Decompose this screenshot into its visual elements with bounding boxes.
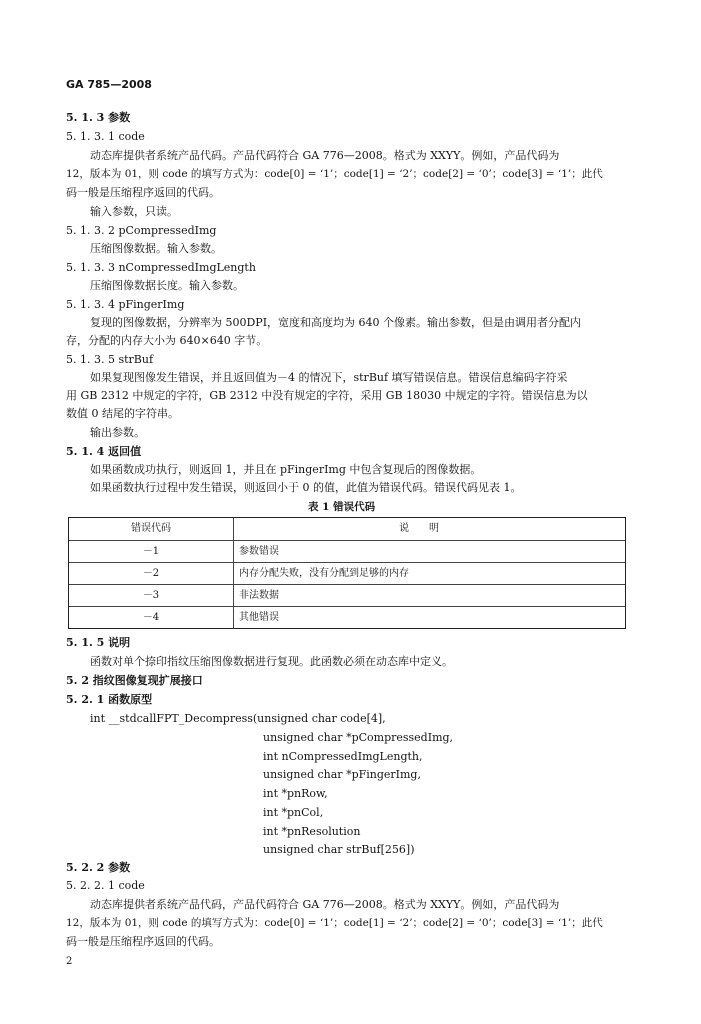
table-cell: －2 bbox=[69, 563, 234, 585]
code-line: int *pnRow, bbox=[263, 787, 328, 800]
heading-5-1-3-5: 5. 1. 3. 5 strBuf bbox=[66, 353, 154, 366]
paragraph-line: 码一般是压缩程序返回的代码。 bbox=[66, 935, 220, 948]
running-header: GA 785—2008 bbox=[66, 78, 152, 91]
paragraph-line: 函数对单个捺印指纹压缩图像数据进行复现。此函数必须在动态库中定义。 bbox=[90, 655, 453, 668]
paragraph-line: 如果复现图像发生错误，并且返回值为－4 的情况下，strBuf 填写错误信息。错误信息编码字符采 bbox=[90, 371, 568, 384]
code-line: int nCompressedImgLength, bbox=[263, 750, 423, 763]
table-cell: 其他错误 bbox=[239, 612, 279, 623]
table-row bbox=[69, 584, 625, 607]
paragraph-line: 数值 0 结尾的字符串。 bbox=[66, 407, 179, 420]
paragraph-line: 如果函数成功执行，则返回 1，并且在 pFingerImg 中包含复现后的图像数据。 bbox=[90, 463, 482, 476]
heading-5-1-4: 5. 1. 4 返回值 bbox=[66, 445, 142, 458]
table-header-row bbox=[69, 518, 625, 540]
heading-5-1-3-3: 5. 1. 3. 3 nCompressedImgLength bbox=[66, 261, 256, 274]
error-code-table bbox=[68, 517, 626, 629]
paragraph-line: 动态库提供者系统产品代码，产品代码符合 GA 776—2008。格式为 XXYY。例如，产品代码为 bbox=[90, 898, 560, 911]
table-header-cell: 说明 bbox=[399, 523, 459, 534]
table-cell: －4 bbox=[69, 607, 234, 629]
code-line: int __stdcallFPT_Decompress(unsigned char code[4], bbox=[90, 712, 386, 725]
table-row bbox=[69, 606, 625, 629]
code-line: unsigned char *pCompressedImg, bbox=[263, 731, 454, 744]
table-cell: －3 bbox=[69, 585, 234, 607]
paragraph-line: 12，版本为 01，则 code 的填写方式为：code[0] = ‘1’；code[1] = ‘2’；code[2] = ‘0’；code[3] = ‘1’；此代 bbox=[66, 917, 603, 929]
paragraph-line: 压缩图像数据长度。输入参数。 bbox=[90, 279, 244, 292]
heading-5-1-3-1: 5. 1. 3. 1 code bbox=[66, 130, 145, 143]
heading-5-1-5: 5. 1. 5 说明 bbox=[66, 636, 131, 649]
table-caption: 表 1 错误代码 bbox=[308, 501, 376, 513]
table-cell: 参数错误 bbox=[239, 546, 279, 557]
code-line: int *pnResolution bbox=[263, 825, 361, 838]
heading-5-1-3-2: 5. 1. 3. 2 pCompressedImg bbox=[66, 224, 217, 237]
paragraph-line: 输入参数，只读。 bbox=[90, 205, 178, 218]
heading-5-2-2-1: 5. 2. 2. 1 code bbox=[66, 879, 145, 892]
page-number: 2 bbox=[66, 956, 73, 967]
heading-5-2: 5. 2 指纹图像复现扩展接口 bbox=[66, 674, 203, 687]
code-line: unsigned char *pFingerImg, bbox=[263, 768, 421, 781]
paragraph-line: 存，分配的内存大小为 640×640 字节。 bbox=[66, 334, 268, 347]
heading-5-2-2: 5. 2. 2 参数 bbox=[66, 861, 131, 874]
paragraph-line: 输出参数。 bbox=[90, 426, 145, 439]
heading-5-1-3: 5. 1. 3 参数 bbox=[66, 111, 131, 124]
paragraph-line: 码一般是压缩程序返回的代码。 bbox=[66, 186, 220, 199]
paragraph-line: 用 GB 2312 中规定的字符，GB 2312 中没有规定的字符，采用 GB 18030 中规定的字符。错误信息为以 bbox=[66, 389, 588, 402]
paragraph-line: 动态库提供者系统产品代码。产品代码符合 GA 776—2008。格式为 XXYY。例如，产品代码为 bbox=[90, 149, 560, 162]
paragraph-line: 如果函数执行过程中发生错误，则返回小于 0 的值，此值为错误代码。错误代码见表 1。 bbox=[90, 481, 522, 494]
heading-5-1-3-4: 5. 1. 3. 4 pFingerImg bbox=[66, 298, 185, 311]
code-line: unsigned char strBuf[256]) bbox=[263, 843, 415, 856]
paragraph-line: 复现的图像数据，分辨率为 500DPI，宽度和高度均为 640 个像素。输出参数，但是由调用者分配内 bbox=[90, 316, 582, 329]
table-row bbox=[69, 540, 625, 563]
table-header-cell: 错误代码 bbox=[69, 518, 234, 540]
paragraph-line: 12，版本为 01，则 code 的填写方式为：code[0] = ‘1’；code[1] = ‘2’；code[2] = ‘0’；code[3] = ‘1’；此代 bbox=[66, 168, 603, 180]
table-cell: －1 bbox=[69, 541, 234, 563]
code-line: int *pnCol, bbox=[263, 806, 324, 819]
paragraph-line: 压缩图像数据。输入参数。 bbox=[90, 242, 222, 255]
table-row bbox=[69, 562, 625, 585]
table-cell: 非法数据 bbox=[239, 590, 279, 601]
table-cell: 内存分配失败，没有分配到足够的内存 bbox=[239, 568, 409, 579]
heading-5-2-1: 5. 2. 1 函数原型 bbox=[66, 693, 153, 706]
